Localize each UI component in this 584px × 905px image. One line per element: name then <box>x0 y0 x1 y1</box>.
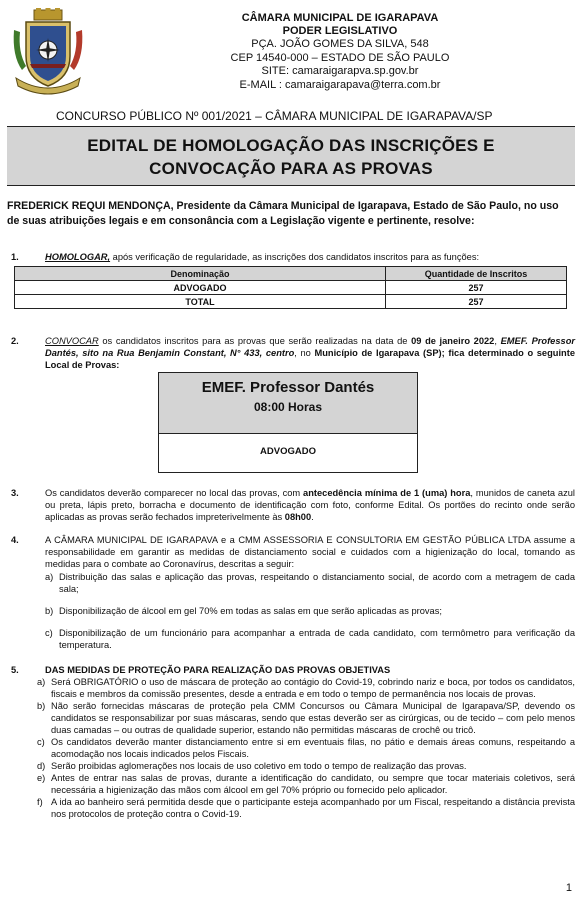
section-4-number: 4. <box>11 535 19 545</box>
section-3-text: Os candidatos deverão comparecer no local das provas, com <box>45 488 304 498</box>
coat-of-arms-icon <box>8 8 88 100</box>
section-3-text: , munidos de caneta azul ou preta, lápis preto, borracha e documento de identificação com foto, conforme Edital. Os portões do recinto onde serão aplicadas as provas serão fechados impreterivelmente às <box>45 488 575 522</box>
letterhead-address: PÇA. JOÃO GOMES DA SILVA, 548 <box>251 38 429 50</box>
list-item <box>45 605 575 617</box>
local-de-provas-box <box>158 372 418 473</box>
letterhead-title: CÂMARA MUNICIPAL DE IGARAPAVA <box>241 12 439 24</box>
table-row <box>15 281 567 295</box>
table-cell: TOTAL <box>15 295 386 309</box>
list-text: Será OBRIGATÓRIO o uso de máscara de proteção ao contágio do Covid-19, cobrindo nariz e boca, por todos os candidatos, fiscais e membros da comissão presentes, desde a entrada e em todo o tempo de permanência nos locais de provas. <box>51 677 575 699</box>
list-letter: a) <box>37 677 46 687</box>
local-time: 08:00 Horas <box>253 400 323 414</box>
list-letter: a) <box>45 572 54 582</box>
section-2-text: , no <box>294 348 315 358</box>
list-item <box>37 760 575 772</box>
list-text: Distribuição das salas e aplicação das provas, respeitando o distanciamento social, de acordo com a metragem de cada sala; <box>59 572 575 594</box>
section-4-text: A CÂMARA MUNICIPAL DE IGARAPAVA e a CMM ASSESSORIA E CONSULTORIA EM GESTÃO PÚBLICA LTDA assume a responsabilidade em garantir as medidas de distanciamento social e cuidados com a higienização do local, tomando as medidas para o combate ao Coronavírus, descritas a seguir: <box>45 535 575 569</box>
inscritos-table <box>14 266 567 309</box>
list-letter: e) <box>37 773 46 783</box>
list-text: Disponibilização de álcool em gel 70% em todas as salas em que serão aplicadas as provas; <box>59 606 442 616</box>
list-letter: b) <box>45 606 54 616</box>
list-item <box>37 700 575 736</box>
list-text: Disponibilização de um funcionário para acompanhar a entrada de cada candidato, com termômetro para verificação da temperatura. <box>59 628 575 650</box>
list-text: A ida ao banheiro será permitida desde que o participante esteja acompanhado por um Fiscal, respeitando a distância prevista nos protocolos de proteção contra o Covid-19. <box>51 797 575 819</box>
letterhead-site: SITE: camaraigarapva.sp.gov.br <box>261 65 419 77</box>
list-letter: f) <box>37 797 43 807</box>
section-5-heading: DAS MEDIDAS DE PROTEÇÃO PARA REALIZAÇÃO DAS PROVAS OBJETIVAS <box>45 665 391 675</box>
section-1-keyword: HOMOLOGAR, <box>45 252 111 262</box>
section-3-text: . <box>311 512 314 522</box>
edital-title-box <box>7 126 575 186</box>
letterhead-email: E-MAIL : camaraigarapava@terra.com.br <box>239 78 441 91</box>
list-item <box>37 676 575 700</box>
list-text: Serão proibidas aglomerações nos locais de uso coletivo em todo o tempo de realização das provas. <box>51 761 467 771</box>
table-cell: 257 <box>386 281 567 295</box>
table-cell: 257 <box>386 295 567 309</box>
section-4 <box>7 534 575 651</box>
section-2-text: os candidatos inscritos para as provas que serão realizadas na data de <box>98 336 412 346</box>
local-name: EMEF. Professor Dantés <box>201 379 375 396</box>
section-2 <box>7 335 575 371</box>
local-cargo: ADVOGADO <box>260 446 316 457</box>
intro-paragraph: FREDERICK REQUI MENDONÇA, Presidente da Câmara Municipal de Igarapava, Estado de São Paulo, no uso de suas atribuições legais e em consonância com a Legislação vigente e pertinente, resolve: <box>7 200 559 227</box>
table-row <box>15 295 567 309</box>
page-number: 1 <box>565 882 572 894</box>
section-2-number: 2. <box>11 336 19 346</box>
list-text: Antes de entrar nas salas de provas, durante a identificação do candidato, ou sempre que tocar materiais coletivos, será necessária a higienização das mãos com álcool em gel 70% próprio ou fornecido pelo aplicador. <box>51 773 575 795</box>
list-item <box>37 736 575 760</box>
letterhead-subtitle: PODER LEGISLATIVO <box>282 25 398 37</box>
concurso-heading: CONCURSO PÚBLICO Nº 001/2021 – CÂMARA MUNICIPAL DE IGARAPAVA/SP <box>56 109 493 123</box>
list-item <box>45 571 575 595</box>
table-header-cell: Quantidade de Inscritos <box>386 267 567 281</box>
list-letter: d) <box>37 761 46 771</box>
list-item <box>37 772 575 796</box>
section-3-bold: antecedência mínima de 1 (uma) hora <box>303 488 471 498</box>
section-2-keyword: CONVOCAR <box>45 336 99 346</box>
section-1-number: 1. <box>11 252 19 262</box>
section-3-number: 3. <box>11 488 19 498</box>
letterhead-cep: CEP 14540-000 – ESTADO DE SÃO PAULO <box>230 51 450 64</box>
list-text: Os candidatos deverão manter distanciamento entre si em eventuais filas, no pátio e demais áreas comuns, respeitando a acomodação nos locais indicados pelos Fiscais. <box>51 737 575 759</box>
list-item <box>37 796 575 820</box>
list-letter: b) <box>37 701 46 711</box>
table-header-cell: Denominação <box>15 267 386 281</box>
section-1 <box>7 251 575 263</box>
section-3 <box>7 487 575 523</box>
edital-title-line1: EDITAL DE HOMOLOGAÇÃO DAS INSCRIÇÕES E <box>87 136 495 155</box>
list-item <box>45 627 575 651</box>
list-letter: c) <box>45 628 53 638</box>
section-3-time: 08h00 <box>284 512 312 522</box>
section-2-text: , <box>494 336 501 346</box>
section-2-place: EMEF. Professor Dantés, sito na Rua Benjamin Constant, N° 433, centro <box>45 336 575 358</box>
letterhead <box>150 12 530 92</box>
section-1-text: após verificação de regularidade, as inscrições dos candidatos inscritos para as funções: <box>110 252 480 262</box>
section-2-city: Município de Igarapava (SP); fica determinado o seguinte Local de Provas: <box>45 348 575 370</box>
section-5 <box>7 664 575 820</box>
list-letter: c) <box>37 737 45 747</box>
section-5-number: 5. <box>11 665 19 675</box>
list-text: Não serão fornecidas máscaras de proteção pela CMM Concursos ou Câmara Municipal de Igarapava/SP, devendo os candidatos se responsabilizar por suas máscaras, sendo que estas deverão ser as cirúrgicas, ou de tecido – com pelo menos duas camadas – ou outras de qualidade superior, estando não permitidas máscaras de crochê ou tricô. <box>51 701 575 735</box>
table-header-row <box>15 267 567 281</box>
edital-title-line2: CONVOCAÇÃO PARA AS PROVAS <box>149 159 433 178</box>
table-cell: ADVOGADO <box>15 281 386 295</box>
section-2-date: 09 de janeiro 2022 <box>411 336 495 346</box>
